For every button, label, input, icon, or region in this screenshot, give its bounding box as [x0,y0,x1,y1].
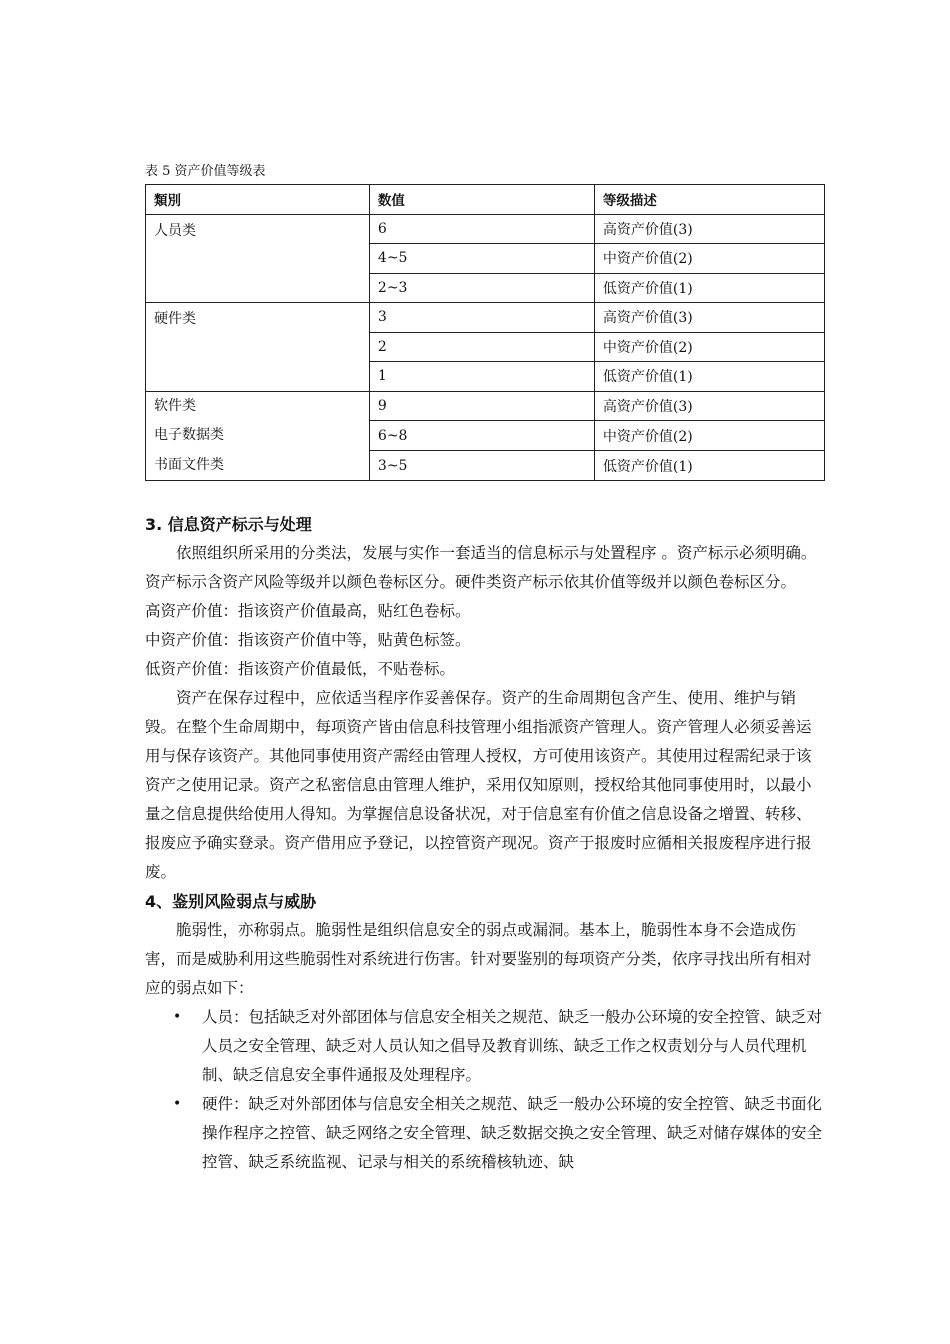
list-item [145,1090,825,1177]
value-cell: 3 [369,303,594,333]
category-line: 电子数据类 [154,427,224,443]
list-item-text: 硬件：缺乏对外部团体与信息安全相关之规范、缺乏一般办公环境的安全控管、缺乏书面化操作程序之控管、缺乏网络之安全管理、缺乏数据交换之安全管理、缺乏对储存媒体的安全控管、缺乏系统监视、记录与相关的系统稽核轨迹、缺 [202,1095,823,1171]
value-cell: 6 [369,214,594,244]
section-3-paragraph-1: 依照组织所采用的分类法，发展与实作一套适当的信息标示与处置程序 。资产标示必须明确。资产标示含资产风险等级并以颜色卷标区分。硬件类资产标示依其价值等级并以颜色卷标区分。 [145,544,817,591]
value-cell: 4~5 [369,244,594,274]
description-cell: 高资产价值(3) [594,303,824,333]
category-cell: 人员类 [146,214,370,303]
document-body [145,510,825,1177]
table-row [146,214,825,244]
category-line: 书面文件类 [154,456,224,473]
header-category: 類別 [146,185,370,215]
value-cell: 6~8 [369,421,594,451]
section-4-paragraph-1: 脆弱性，亦称弱点。脆弱性是组织信息安全的弱点或漏洞。基本上，脆弱性本身不会造成伤害，而是威胁利用这些脆弱性对系统进行伤害。针对要鉴别的每项资产分类，依序寻找出所有相对应的弱点如下： [145,921,812,997]
value-cell: 2 [369,332,594,362]
section-3-paragraph-2: 资产在保存过程中，应依适当程序作妥善保存。资产的生命周期包含产生、使用、维护与销毁。在整个生命周期中，每项资产皆由信息科技管理小组指派资产管理人。资产管理人必须妥善运用与保存该资产。其他同事使用资产需经由管理人授权，方可使用该资产。其使用过程需纪录于该资产之使用记录。资产之私密信息由管理人维护，采用仅知原则，授权给其他同事使用时，以最小量之信息提供给使用人得知。为掌握信息设备状况，对于信息室有价值之信息设备之增置、转移、报废应予确实登录。资产借用应予登记，以控管资产现况。资产于报废时应循相关报废程序进行报废。 [145,689,812,881]
value-cell: 1 [369,362,594,392]
category-line: 软件类 [154,397,196,414]
section-3-heading: 3. 信息资产标示与处理 [145,515,312,534]
bullet-icon: • [173,1009,182,1025]
list-item-text: 人员：包括缺乏对外部团体与信息安全相关之规范、缺乏一般办公环境的安全控管、缺乏对人员之安全管理、缺乏对人员认知之倡导及教育训练、缺乏工作之权责划分与人员代理机制、缺乏信息安全事件通报及处理程序。 [202,1008,823,1084]
category-cell [146,391,370,481]
value-cell: 2~3 [369,273,594,303]
list-item [145,1003,825,1090]
description-cell: 高资产价值(3) [594,391,824,421]
value-cell: 3~5 [369,451,594,481]
description-cell: 中资产价值(2) [594,244,824,274]
description-cell: 中资产价值(2) [594,332,824,362]
mid-value-line: 中资产价值：指该资产价值中等，贴黄色标签。 [145,631,471,649]
table-row [146,391,825,421]
asset-value-table [145,184,825,481]
high-value-line: 高资产价值：指该资产价值最高，贴红色卷标。 [145,602,471,620]
value-cell: 9 [369,391,594,421]
section-4-heading: 4、鉴别风险弱点与威胁 [145,892,317,911]
table-header-row [146,185,825,215]
description-cell: 中资产价值(2) [594,421,824,451]
header-description: 等级描述 [594,185,824,215]
description-cell: 低资产价值(1) [594,362,824,392]
description-cell: 低资产价值(1) [594,451,824,481]
table-row [146,303,825,333]
table-caption: 表 5 资产价值等级表 [145,164,266,179]
description-cell: 低资产价值(1) [594,273,824,303]
weakness-list [145,1003,825,1177]
bullet-icon: • [173,1096,182,1112]
header-value: 数值 [369,185,594,215]
low-value-line: 低资产价值：指该资产价值最低，不贴卷标。 [145,660,456,678]
category-cell: 硬件类 [146,303,370,392]
description-cell: 高资产价值(3) [594,214,824,244]
